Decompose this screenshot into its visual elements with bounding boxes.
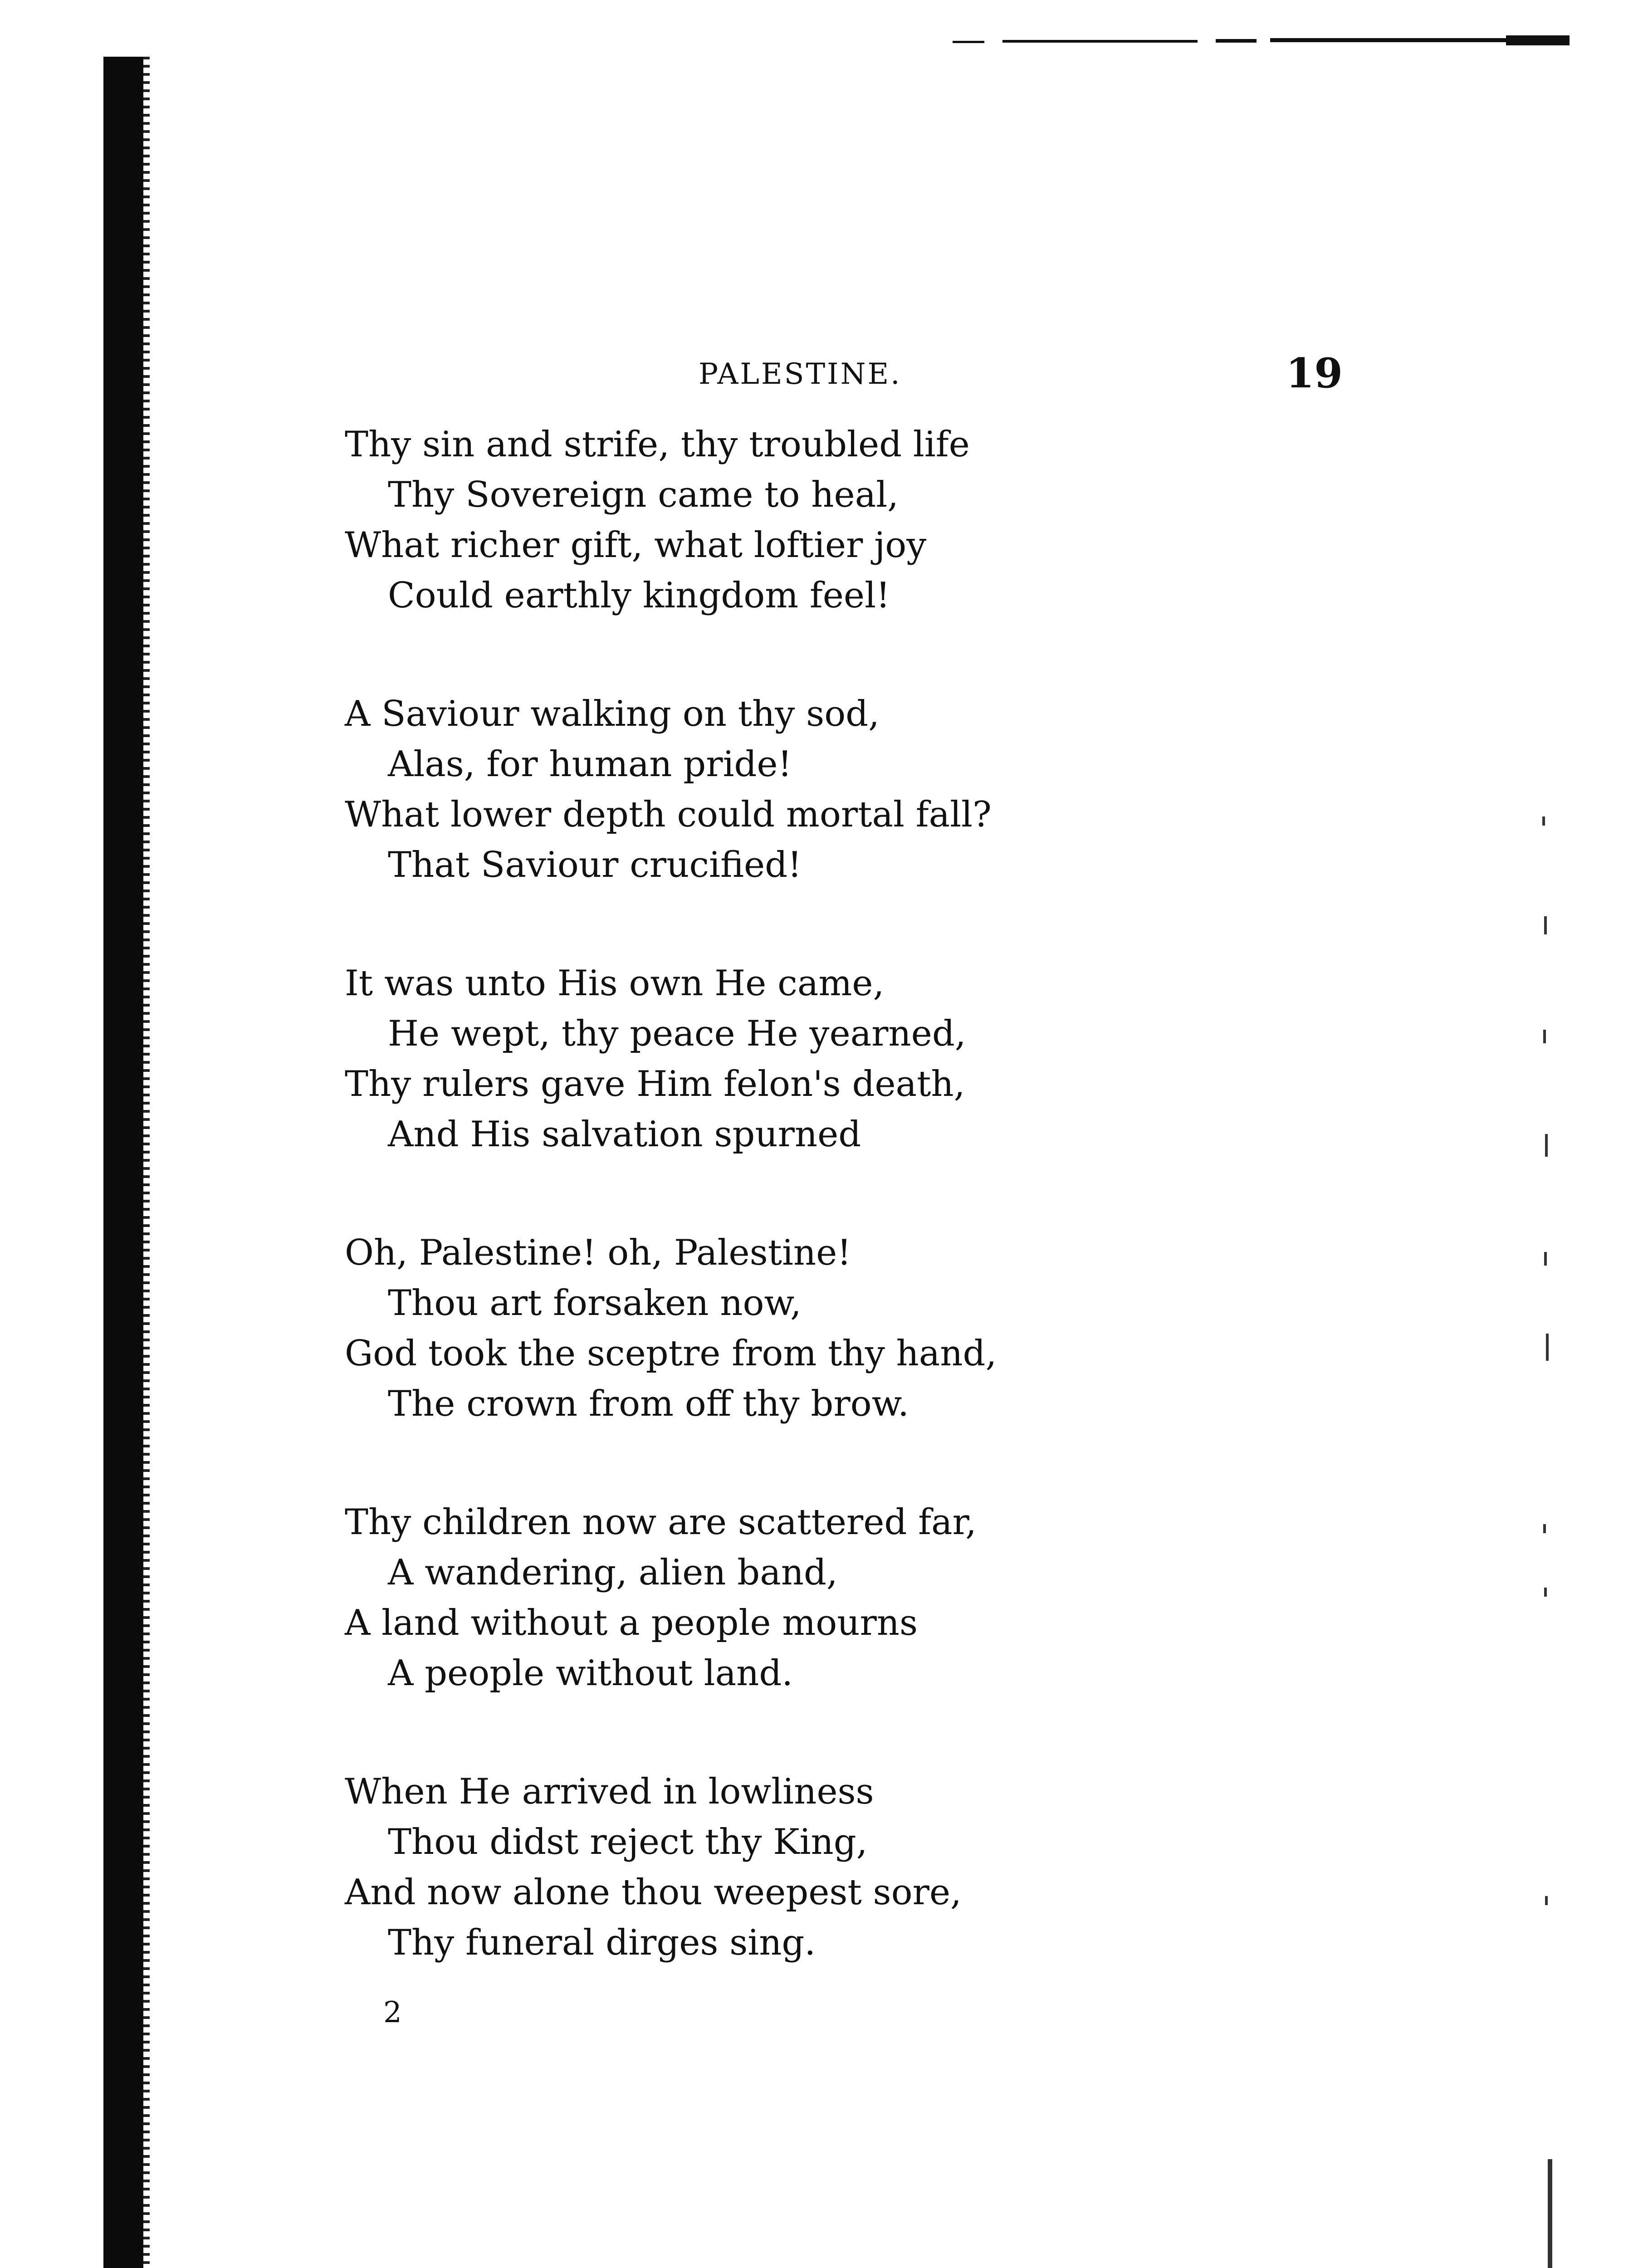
binding-gutter (103, 57, 143, 2268)
poem-line: A people without land. (388, 1653, 793, 1694)
poem-line: Thou didst reject thy King, (388, 1822, 868, 1862)
poem-line: Thy sin and strife, thy troubled life (345, 424, 970, 465)
poem-line: Thy children now are scattered far, (345, 1502, 977, 1543)
poem-line: What richer gift, what loftier joy (345, 525, 927, 566)
stanza (345, 689, 1116, 890)
signature-mark: 2 (383, 1996, 402, 2029)
poem-line: What lower depth could mortal fall? (345, 794, 992, 835)
poem (345, 420, 1116, 1968)
poem-line: God took the sceptre from thy hand, (345, 1333, 997, 1374)
poem-line: When He arrived in lowliness (345, 1771, 874, 1812)
poem-line: Thou art forsaken now, (388, 1283, 802, 1324)
stanza (345, 1767, 1116, 1968)
top-rule (953, 35, 1570, 47)
poem-line: Alas, for human pride! (388, 744, 792, 785)
poem-line: He wept, thy peace He yearned, (388, 1013, 966, 1054)
poem-line: A wandering, alien band, (388, 1552, 838, 1593)
poem-line: And His salvation spurned (388, 1114, 861, 1155)
stanza (345, 958, 1116, 1160)
poem-line: Thy Sovereign came to heal, (388, 474, 899, 515)
poem-line: Could earthly kingdom feel! (388, 575, 890, 616)
poem-line: That Saviour crucified! (388, 845, 802, 885)
stanza (345, 1228, 1116, 1429)
binding-edge (143, 57, 150, 2268)
page-header (354, 349, 1343, 399)
poem-line: A Saviour walking on thy sod, (345, 694, 880, 734)
poem-line: A land without a people mourns (345, 1603, 918, 1643)
poem-line: The crown from off thy brow. (388, 1383, 909, 1424)
stanza (345, 1497, 1116, 1699)
poem-line: Oh, Palestine! oh, Palestine! (345, 1232, 851, 1273)
margin-specks (1538, 816, 1574, 2268)
stanza (345, 420, 1116, 621)
running-title: PALESTINE. (699, 357, 902, 391)
poem-line: Thy rulers gave Him felon's death, (345, 1064, 965, 1105)
poem-line: And now alone thou weepest sore, (345, 1872, 962, 1913)
poem-line: Thy funeral dirges sing. (388, 1922, 816, 1963)
poem-line: It was unto His own He came, (345, 963, 885, 1004)
page-number: 19 (1286, 349, 1343, 397)
